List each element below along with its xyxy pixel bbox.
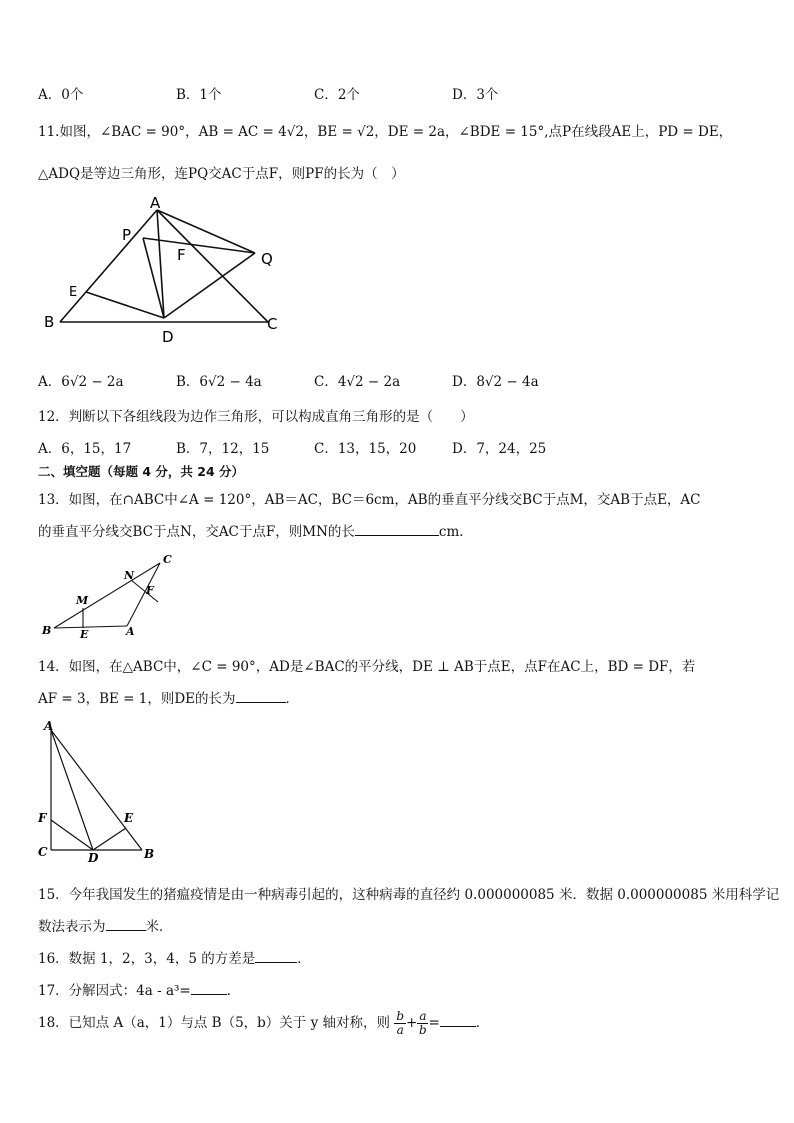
q18-plus: +: [406, 1015, 418, 1031]
q13-label-f: F: [146, 584, 154, 597]
q15-text-line1: 15．今年我国发生的猪瘟疫情是由一种病毒引起的，这种病毒的直径约 0.000000085 米．数据 0.000000085 米用科学记: [38, 887, 780, 903]
q15-end: 米．: [145, 919, 173, 935]
q11-text-line2: △ADQ是等边三角形，连PQ交AC于点F，则PF的长为（ ）: [38, 166, 405, 182]
q14-label-d: D: [88, 851, 99, 864]
q13-label-n: N: [124, 569, 135, 582]
q16-end: ．: [297, 951, 311, 967]
q14-label-b: B: [144, 847, 155, 861]
q12-option-b: B．7，12，15: [176, 441, 270, 457]
q14-figure: [34, 716, 164, 864]
q14-text-line2: [38, 687, 299, 707]
q18-equals: =: [428, 1015, 440, 1031]
q18-frac1-numerator: b: [396, 1009, 404, 1023]
q13-text-line2-body: 的垂直平分线交BC于点N，交AC于点F，则MN的长: [38, 524, 355, 540]
q14-text-line1: 14．如图，在△ABC中，∠C = 90°，AD是∠BAC的平分线，DE ⊥ AB于点E，点F在AC上，BD = DF，若: [38, 659, 696, 675]
q18-answer-blank[interactable]: [440, 1014, 476, 1027]
q13-label-b: B: [42, 624, 52, 637]
q14-label-f: F: [38, 811, 47, 825]
q10-option-b: B．1个: [176, 87, 222, 103]
q10-option-a: A．0个: [38, 87, 84, 103]
q12-option-d: D．7，24，25: [452, 441, 547, 457]
q10-option-d: D．3个: [452, 87, 499, 103]
q14-answer-blank[interactable]: [236, 690, 286, 703]
q11-label-a: A: [150, 196, 161, 212]
q10-option-c: C．2个: [314, 87, 360, 103]
q17-end: ．: [226, 983, 241, 999]
q10-options: [38, 83, 758, 103]
q13-text-line1: 13．如图，在∩ABC中∠A = 120°，AB＝AC，BC＝6cm，AB的垂直平分线交BC于点M，交AB于点E，AC: [38, 492, 701, 508]
q18-fraction-b-over-a: [394, 1010, 406, 1037]
q18-frac2-denominator: b: [419, 1023, 427, 1037]
q12-option-c: C．13，15，20: [314, 441, 417, 457]
q12-text: 12．判断以下各组线段为边作三角形，可以构成直角三角形的是（ ）: [38, 409, 474, 425]
q12-options: [38, 437, 758, 457]
q16-text-body: 16．数据 1，2，3，4，5 的方差是: [38, 951, 256, 967]
q18-frac2-numerator: a: [419, 1009, 427, 1023]
q14-label-c: C: [38, 845, 48, 859]
q14-text-line2-body: AF = 3，BE = 1，则DE的长为: [38, 691, 236, 707]
q13-label-e: E: [80, 628, 89, 641]
q14-label-e: E: [124, 811, 134, 825]
q17-text-body: 17．分解因式：4a - a³=: [38, 983, 191, 999]
q11-label-d: D: [162, 328, 174, 346]
q13-label-a: A: [126, 625, 135, 638]
q11-label-c: C: [267, 315, 278, 333]
q14-label-a: A: [44, 719, 54, 733]
q11-label-p: P: [122, 226, 132, 244]
q11-option-b: B．6√2 − 4a: [176, 374, 262, 390]
q11-label-q: Q: [261, 250, 273, 268]
q11-text-line1: 11.如图，∠BAC = 90°，AB = AC = 4√2，BE = √2，DE = 2a，∠BDE = 15°,点P在线段AE上，PD = DE，: [38, 124, 733, 140]
q18-end: ．: [475, 1015, 490, 1031]
q13-text-line2: [38, 520, 473, 540]
q11-label-e: E: [69, 285, 78, 300]
q15-text-line2-body: 数法表示为: [38, 919, 106, 935]
q11-option-d: D．8√2 − 4a: [452, 374, 539, 390]
q18-text-body: 18．已知点 A（a，1）与点 B（5，b）关于 y 轴对称，则: [38, 1015, 391, 1031]
q12-option-a: A．6，15，17: [38, 441, 132, 457]
q15-answer-blank[interactable]: [106, 918, 146, 931]
q16-answer-blank[interactable]: [255, 950, 297, 963]
section-heading-fill-in: 二、填空题（每题 4 分，共 24 分）: [38, 464, 245, 479]
q18-fraction-a-over-b: [417, 1010, 428, 1037]
q13-answer-blank[interactable]: [355, 523, 439, 536]
q13-label-c: C: [163, 553, 172, 566]
q14-end: ．: [285, 691, 300, 707]
q11-label-f: F: [177, 246, 186, 264]
q11-option-c: C．4√2 − 2a: [314, 374, 401, 390]
q13-label-m: M: [76, 594, 89, 607]
q18-frac1-denominator: a: [396, 1023, 404, 1037]
q16-text: [38, 947, 311, 967]
q11-label-b: B: [44, 313, 55, 331]
q13-unit: cm．: [438, 524, 473, 540]
q11-options: [38, 370, 758, 390]
q17-text: [38, 979, 240, 999]
q18-text: [38, 1010, 489, 1037]
q11-option-a: A．6√2 − 2a: [38, 374, 124, 390]
q15-text-line2: [38, 915, 173, 935]
q17-answer-blank[interactable]: [191, 982, 227, 995]
q11-figure: [40, 196, 290, 348]
q13-figure: [36, 550, 186, 642]
